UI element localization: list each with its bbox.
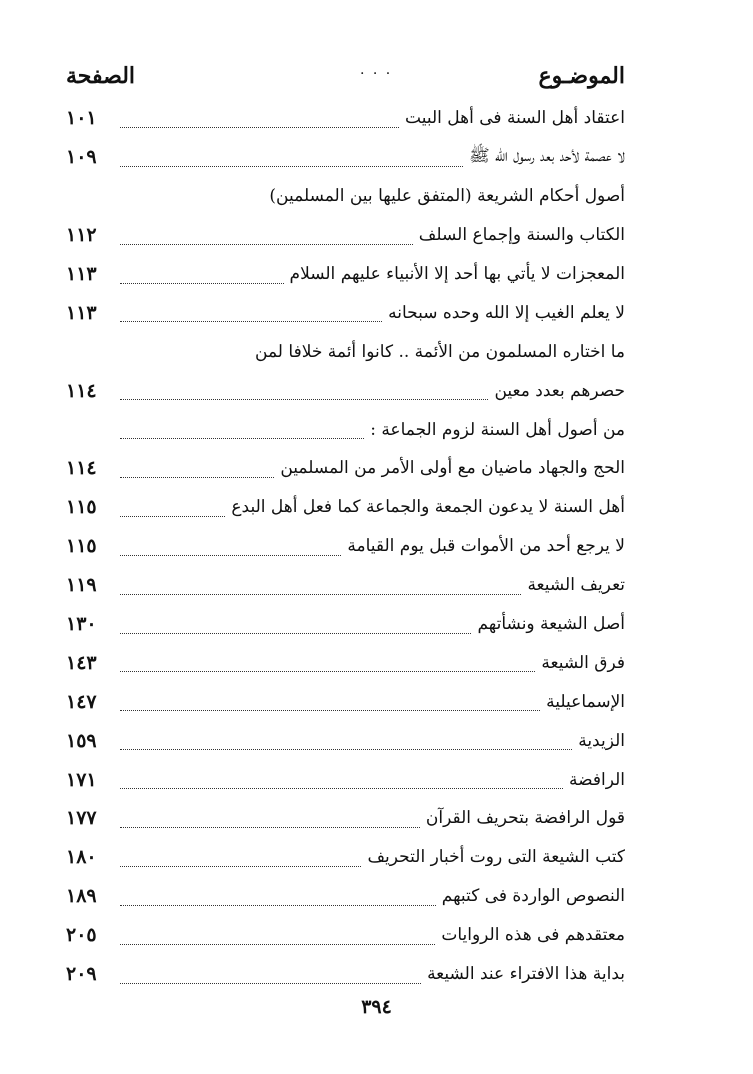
toc-entry-page: ١١٥ [66, 535, 97, 558]
toc-entry-title: الرافضة [569, 769, 625, 790]
dot-leader [120, 866, 361, 867]
toc-entry-page: ١١٤ [66, 379, 97, 402]
toc-entry [66, 410, 625, 449]
dot-leader [120, 477, 274, 478]
toc-entry [66, 527, 625, 566]
toc-entry [66, 643, 625, 682]
dot-leader [120, 166, 463, 167]
toc-entry-title: ما اختاره المسلمون من الأئمة .. كانوا أئمة خلافا لمن [255, 341, 625, 362]
toc-entry [66, 488, 625, 527]
dot-leader [120, 827, 420, 828]
toc-entry-page: ١٧٧ [66, 807, 97, 830]
toc-entry-title: اعتقاد أهل السنة فى أهل البيت [405, 108, 625, 129]
table-of-contents [66, 99, 625, 993]
toc-entry-page: ١٤٣ [66, 651, 97, 674]
header-dots: . . . [360, 62, 393, 78]
toc-entry-title: فرق الشيعة [541, 652, 625, 673]
toc-entry-page: ٢٠٩ [66, 963, 97, 986]
toc-entry [66, 721, 625, 760]
toc-entry-page: ١١٢ [66, 224, 97, 247]
toc-entry-title: أصل الشيعة ونشأتهم [477, 614, 625, 635]
toc-entry-page: ١٤٧ [66, 690, 97, 713]
dot-leader [120, 671, 535, 672]
toc-entry-page: ١٨٩ [66, 885, 97, 908]
topic-column-heading: الموضـوع [538, 63, 625, 89]
toc-entry-title: لا عصمة لأحد بعد رسول الله ﷺ [469, 145, 625, 166]
toc-entry [66, 371, 625, 410]
toc-entry [66, 177, 625, 216]
toc-entry [66, 605, 625, 644]
toc-entry-title: المعجزات لا يأتي بها أحد إلا الأنبياء عليهم السلام [289, 264, 625, 284]
toc-header [66, 56, 625, 96]
dot-leader [120, 944, 435, 945]
toc-entry-title: معتقدهم فى هذه الروايات [441, 925, 625, 946]
dot-leader [120, 749, 572, 750]
toc-entry-title: أصول أحكام الشريعة (المتفق عليها بين المسلمين) [269, 186, 625, 207]
dot-leader [120, 633, 471, 634]
toc-entry-title: النصوص الواردة فى كتبهم [441, 886, 625, 907]
toc-entry [66, 566, 625, 605]
dot-leader [120, 438, 364, 439]
toc-entry-title: لا يرجع أحد من الأموات قبل يوم القيامة [347, 536, 625, 557]
toc-entry [66, 99, 625, 138]
toc-entry-title: تعريف الشيعة [527, 575, 625, 596]
toc-entry-title: الكتاب والسنة وإجماع السلف [418, 225, 625, 246]
toc-entry-title: بداية هذا الافتراء عند الشيعة [427, 964, 625, 985]
toc-entry [66, 877, 625, 916]
toc-entry [66, 916, 625, 955]
toc-entry-title: الإسماعيلية [546, 691, 625, 712]
toc-entry [66, 682, 625, 721]
dot-leader [120, 516, 225, 517]
toc-entry-page: ١١٣ [66, 301, 97, 324]
dot-leader [120, 905, 436, 906]
toc-entry-page: ١١٩ [66, 574, 97, 597]
dot-leader [120, 283, 284, 284]
toc-entry [66, 760, 625, 799]
dot-leader [120, 244, 413, 245]
dot-leader [120, 983, 421, 984]
toc-entry [66, 216, 625, 255]
toc-entry [66, 332, 625, 371]
toc-entry-page: ١٠١ [66, 107, 97, 130]
toc-entry-title: لا يعلم الغيب إلا الله وحده سبحانه [388, 302, 625, 323]
toc-entry-title: حصرهم بعدد معين [494, 380, 625, 401]
toc-entry-page: ٢٠٥ [66, 924, 97, 947]
toc-entry-page: ١١٣ [66, 263, 97, 285]
toc-entry-title: الحج والجهاد ماضيان مع أولى الأمر من المسلمين [280, 458, 625, 479]
toc-entry [66, 293, 625, 332]
toc-entry-page: ١٧١ [66, 768, 97, 791]
dot-leader [120, 788, 563, 789]
toc-entry [66, 449, 625, 488]
toc-entry-page: ١١٥ [66, 496, 97, 519]
page-column-heading: الصفحة [66, 63, 136, 89]
dot-leader [120, 555, 341, 556]
dot-leader [120, 321, 382, 322]
toc-entry [66, 955, 625, 994]
toc-entry [66, 799, 625, 838]
toc-entry-title: من أصول أهل السنة لزوم الجماعة : [370, 419, 625, 440]
dot-leader [120, 127, 399, 128]
toc-entry-title: قول الرافضة بتحريف القرآن [425, 808, 625, 829]
toc-entry-title: الزيدية [578, 730, 625, 751]
toc-entry-title: كتب الشيعة التى روت أخبار التحريف [367, 847, 625, 868]
toc-entry-page: ١١٤ [66, 457, 97, 480]
toc-entry-page: ١٣٠ [66, 613, 97, 636]
toc-entry-title: أهل السنة لا يدعون الجمعة والجماعة كما فعل أهل البدع [231, 497, 625, 518]
toc-entry [66, 138, 625, 177]
toc-entry-page: ١٠٩ [66, 146, 97, 169]
dot-leader [120, 710, 540, 711]
toc-entry [66, 838, 625, 877]
dot-leader [120, 594, 521, 595]
page-number: ٣٩٤ [361, 996, 392, 1018]
dot-leader [120, 399, 488, 400]
toc-entry [66, 255, 625, 294]
toc-entry-page: ١٥٩ [66, 729, 97, 752]
toc-entry-page: ١٨٠ [66, 846, 97, 869]
